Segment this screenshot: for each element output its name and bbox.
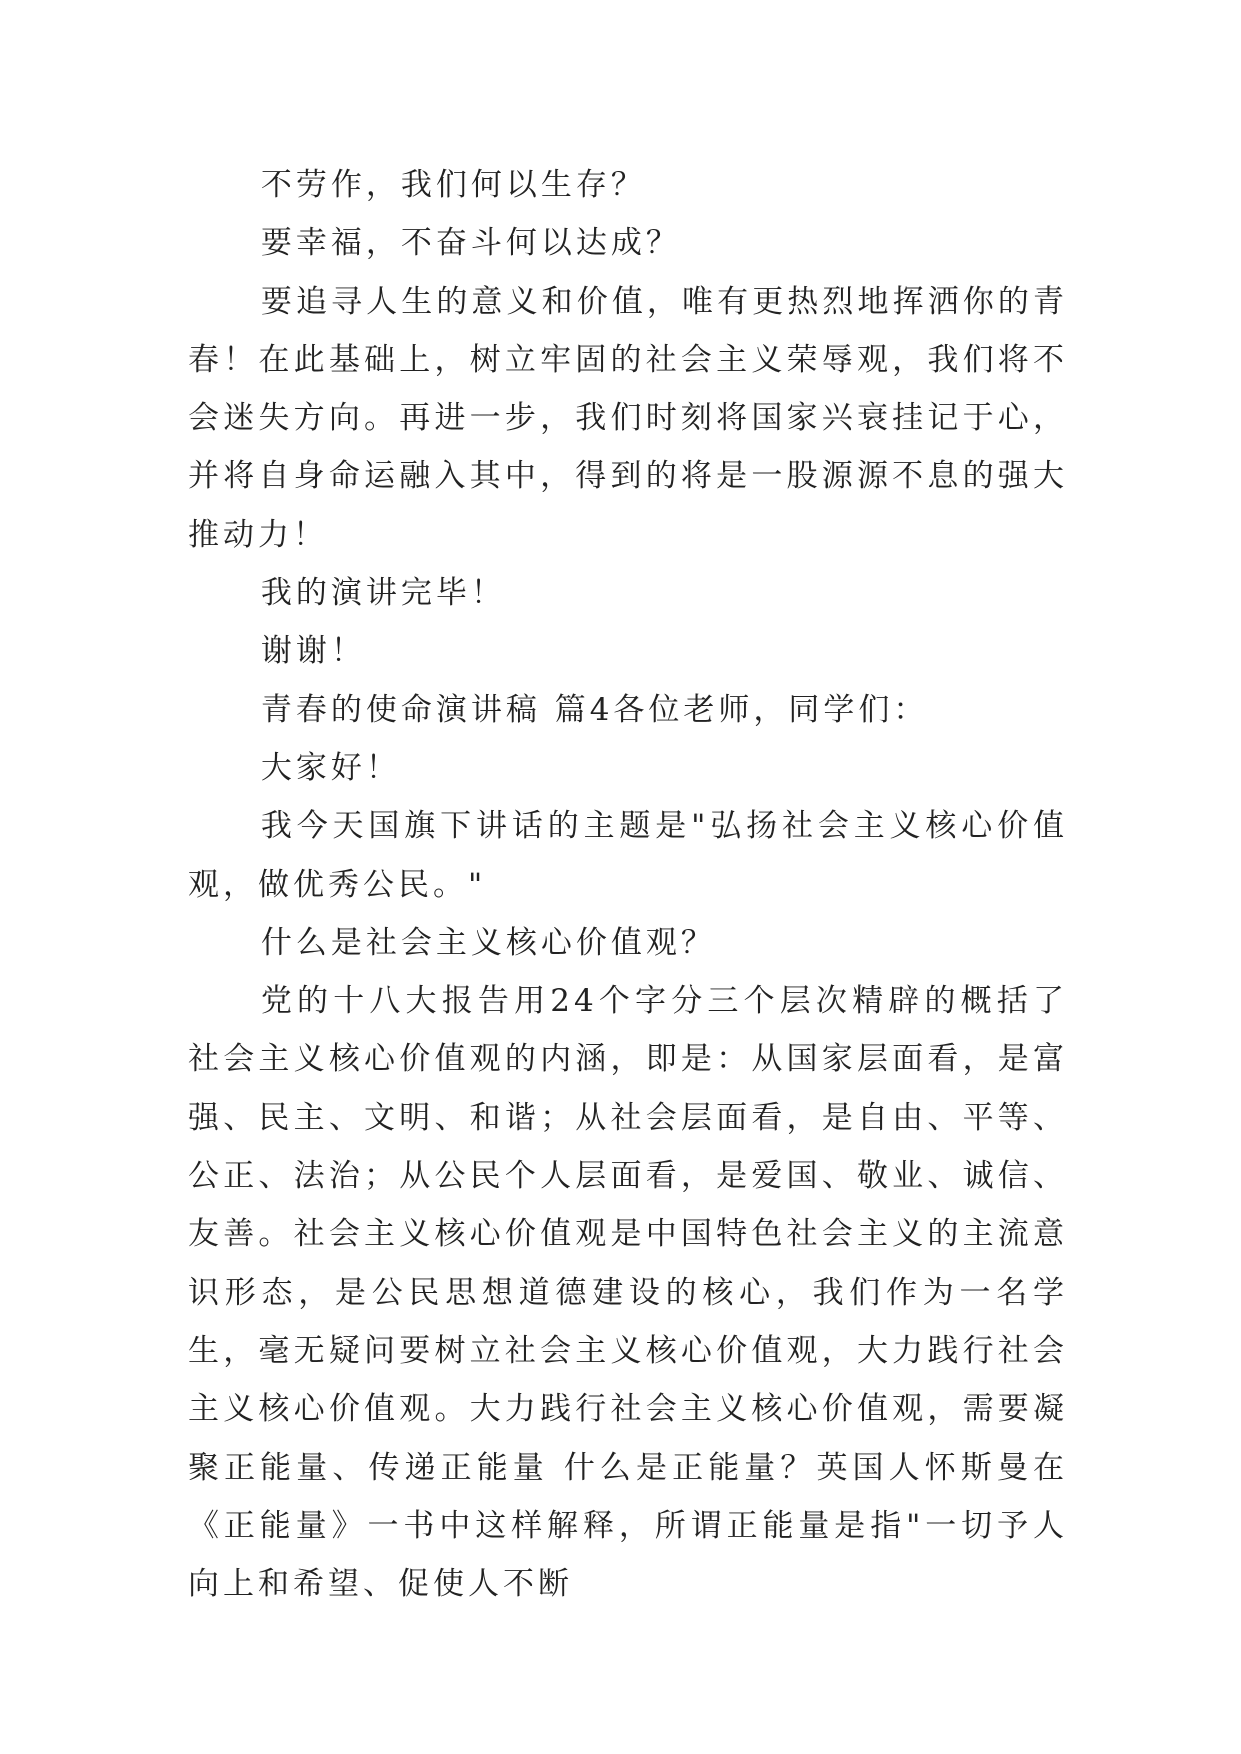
paragraph: 什么是社会主义核心价值观？ [260, 924, 716, 961]
paragraph: 要追寻人生的意义和价值，唯有更热烈地挥洒你的青春！在此基础上，树立牢固的社会主义荣辱观，我们将不会迷失方向。再进一步，我们时刻将国家兴衰挂记于心，并将自身命运融入其中，得到的将是一股源源不息的强大推动力！ [188, 283, 1068, 553]
document-body [188, 156, 1068, 1613]
paragraph: 不劳作，我们何以生存？ [260, 167, 646, 203]
paragraph: 要幸福，不奋斗何以达成？ [260, 225, 681, 262]
paragraph: 党的十八大报告用24个字分三个层次精辟的概括了社会主义核心价值观的内涵，即是：从国家层面看，是富强、民主、文明、和谐；从社会层面看，是自由、平等、公正、法治；从公民个人层面看，是爱国、敬业、诚信、友善。社会主义核心价值观是中国特色社会主义的主流意识形态，是公民思想道德建设的核心，我们作为一名学生，毫无疑问要树立社会主义核心价值观，大力践行社会主义核心价值观。大力践行社会主义核心价值观，需要凝聚正能量、传递正能量 什么是正能量？英国人怀斯曼在《正能量》一书中这样解释，所谓正能量是指"一切予人向上和希望、促使人不断 [188, 983, 1068, 1603]
paragraph: 我的演讲完毕！ [260, 575, 506, 612]
paragraph: 我今天国旗下讲话的主题是"弘扬社会主义核心价值观，做优秀公民。" [188, 808, 1068, 903]
section-heading: 青春的使命演讲稿 篇4各位老师，同学们： [260, 691, 929, 728]
paragraph: 大家好！ [260, 749, 401, 786]
paragraph: 谢谢！ [260, 633, 366, 670]
